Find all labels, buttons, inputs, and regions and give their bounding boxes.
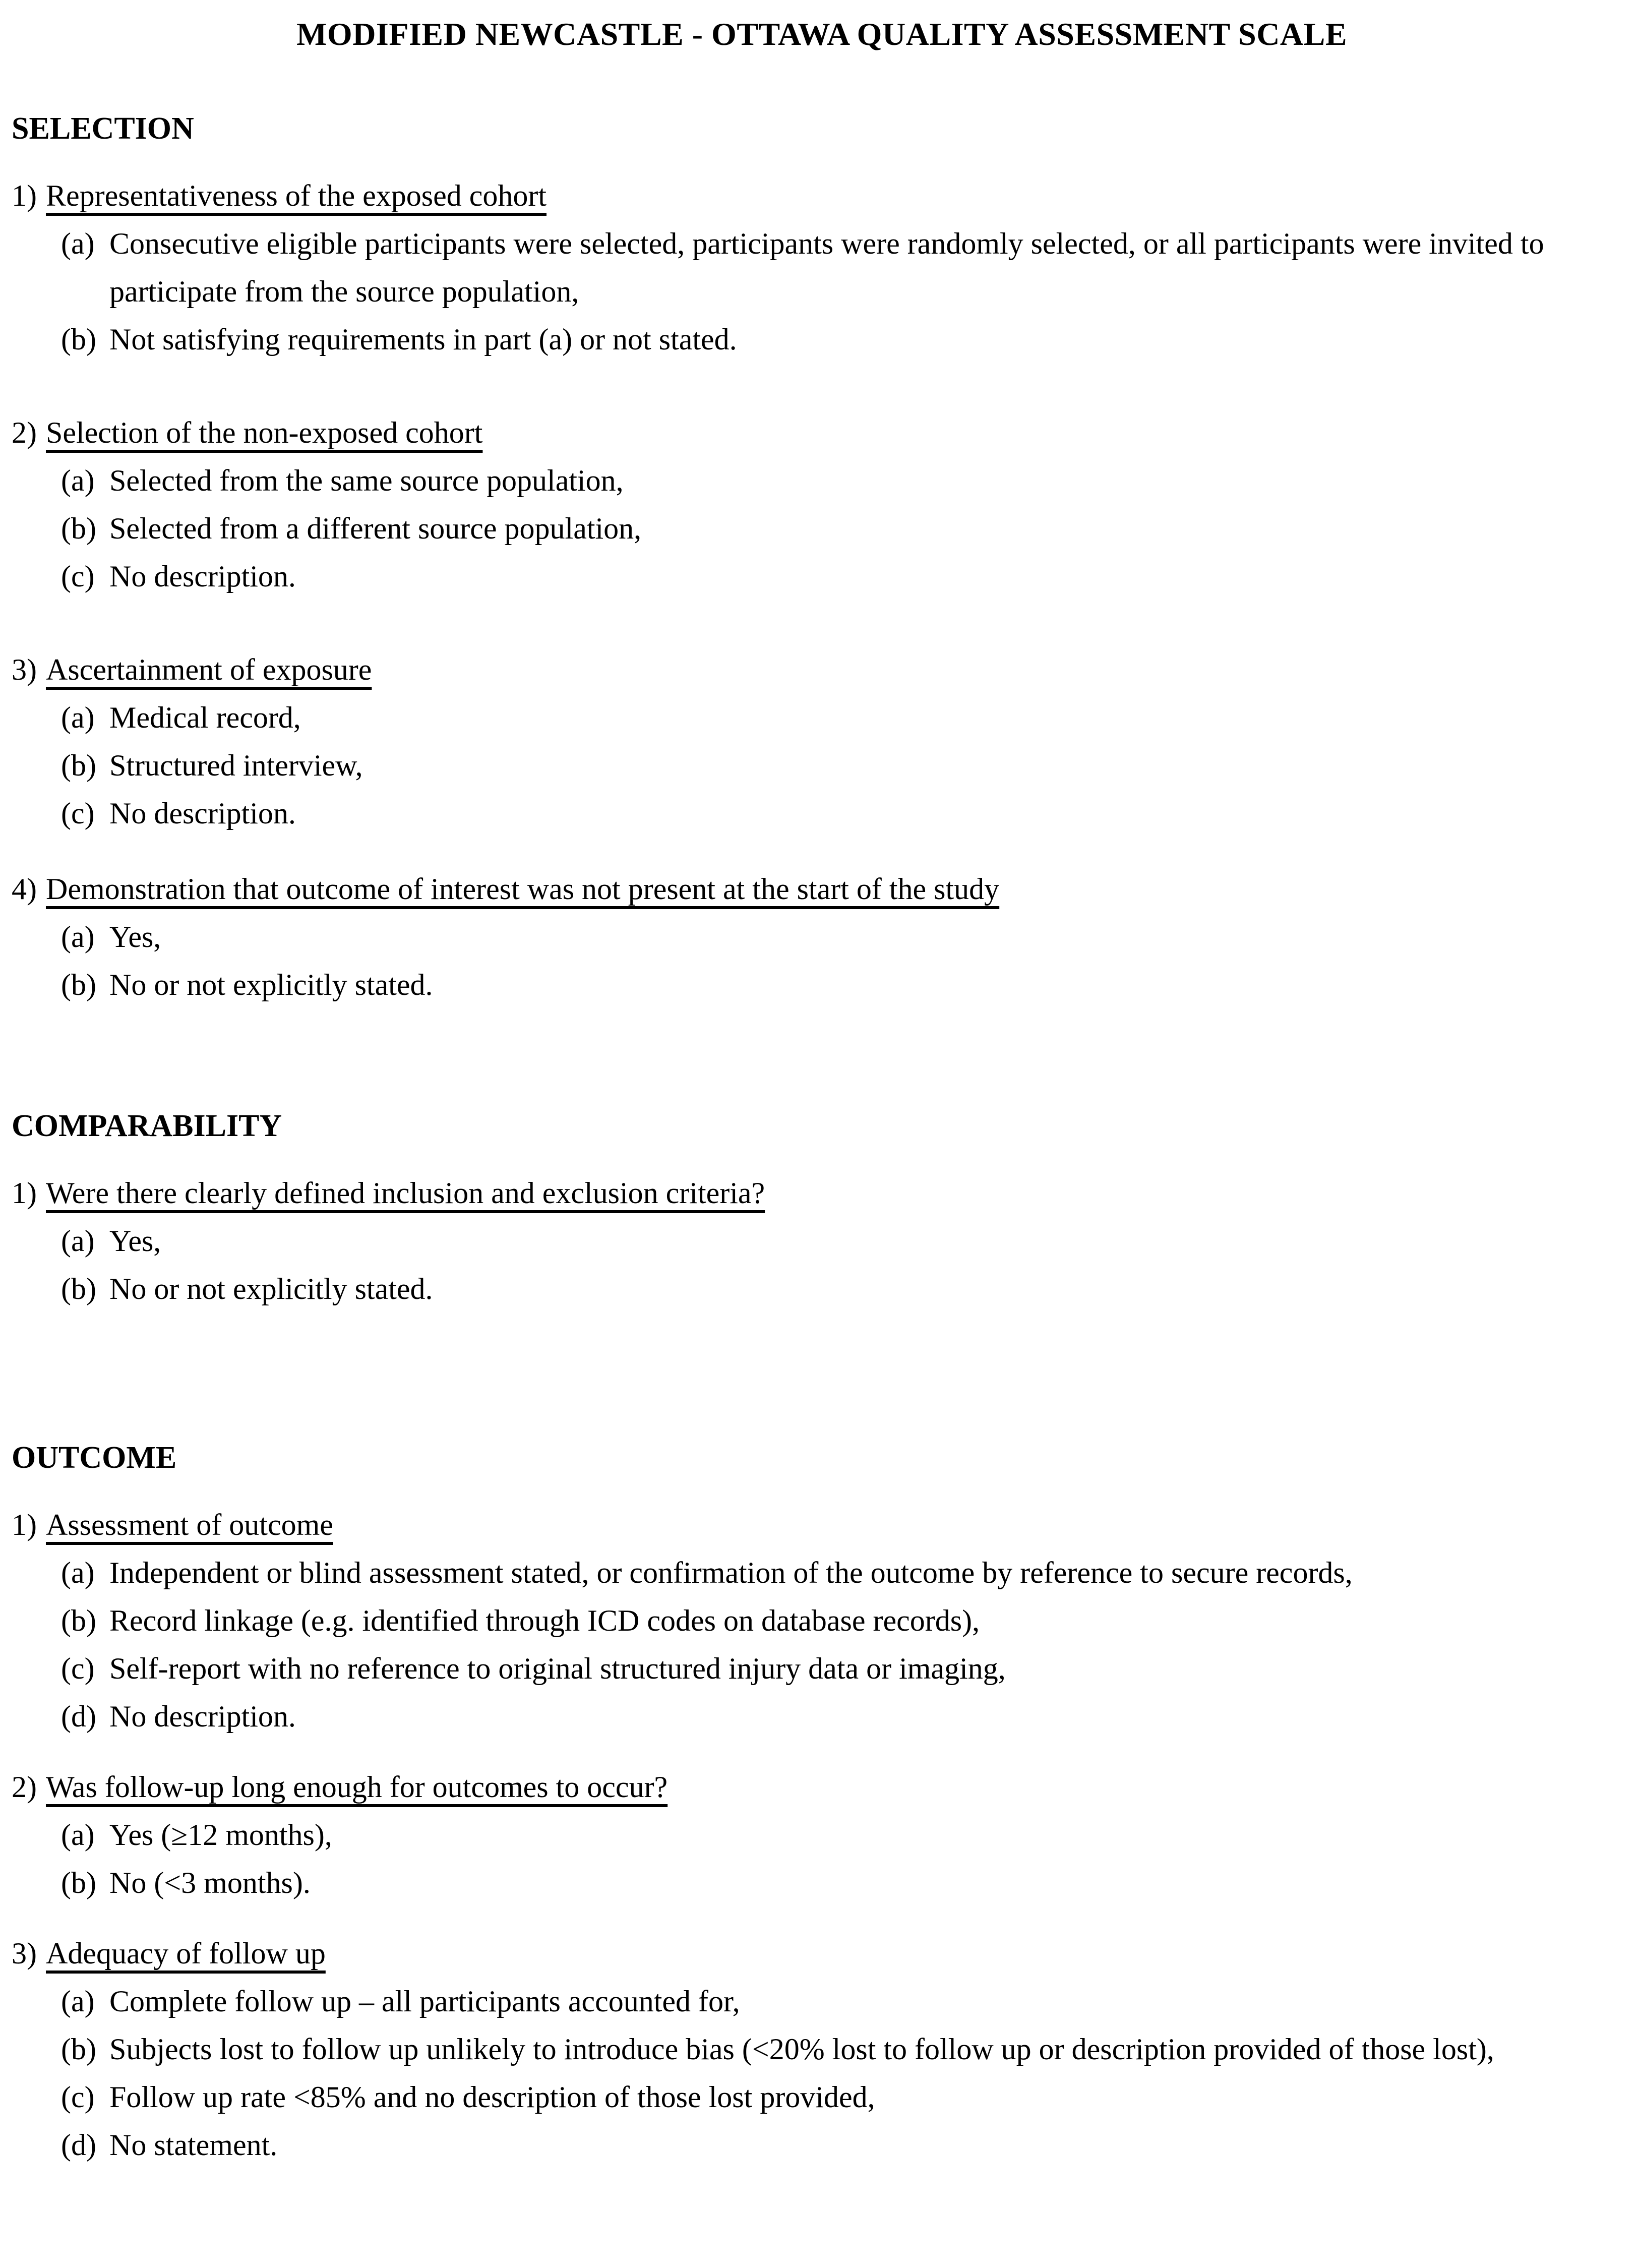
item-number: 1) — [12, 1508, 37, 1541]
item-stem: Demonstration that outcome of interest was not present at the start of the study — [45, 872, 1000, 906]
option-label: (a) — [61, 701, 95, 734]
option-label: (a) — [61, 464, 95, 497]
option — [61, 1265, 1632, 1313]
option-text: No or not explicitly stated. — [109, 1272, 433, 1305]
item — [12, 865, 1632, 1009]
option-label: (a) — [61, 1224, 95, 1258]
item — [12, 646, 1632, 838]
option-label: (b) — [61, 749, 96, 782]
item — [12, 172, 1632, 364]
option — [61, 1859, 1632, 1907]
item-number: 1) — [12, 1176, 37, 1210]
option-text: No description. — [109, 797, 296, 830]
option — [61, 1597, 1632, 1645]
option-text: No (<3 months). — [109, 1866, 311, 1899]
item-head — [12, 1930, 1632, 1978]
option-text: Subjects lost to follow up unlikely to introduce bias (<20% lost to follow up or description provided of those lost), — [109, 2033, 1494, 2066]
option — [61, 1645, 1632, 1693]
section — [12, 1102, 1632, 1313]
option-label: (b) — [61, 512, 96, 545]
sections-root — [12, 105, 1632, 2169]
option — [61, 220, 1632, 316]
option — [61, 1217, 1632, 1265]
item — [12, 1501, 1632, 1741]
option-label: (b) — [61, 1866, 96, 1899]
option-label: (a) — [61, 1556, 95, 1589]
option — [61, 742, 1632, 790]
item-head — [12, 1501, 1632, 1549]
item-head — [12, 1169, 1632, 1217]
option-text: Self-report with no reference to original structured injury data or imaging, — [109, 1652, 1006, 1685]
option — [61, 1811, 1632, 1859]
option-list — [12, 1217, 1632, 1313]
option — [61, 694, 1632, 742]
item — [12, 409, 1632, 601]
option-list — [12, 1978, 1632, 2169]
section — [12, 1434, 1632, 2169]
option — [61, 1549, 1632, 1597]
item-number: 2) — [12, 416, 37, 449]
option-text: Consecutive eligible participants were selected, participants were randomly selected, or all participants were invited to participate from the source population, — [109, 227, 1544, 308]
option-label: (b) — [61, 323, 96, 356]
option-text: Yes (≥12 months), — [109, 1818, 332, 1852]
item-stem: Were there clearly defined inclusion and exclusion criteria? — [45, 1176, 765, 1210]
option-list — [12, 220, 1632, 364]
option-text: Selected from the same source population, — [109, 464, 624, 497]
item-number: 3) — [12, 1937, 37, 1970]
item-stem: Adequacy of follow up — [45, 1937, 326, 1970]
option-list — [12, 694, 1632, 838]
document-title: MODIFIED NEWCASTLE - OTTAWA QUALITY ASSESSMENT SCALE — [296, 16, 1347, 52]
item-number: 3) — [12, 653, 37, 686]
item-head — [12, 646, 1632, 694]
item-number: 4) — [12, 872, 37, 906]
option-text: Complete follow up – all participants accounted for, — [109, 1985, 740, 2018]
option-label: (b) — [61, 1604, 96, 1637]
option — [61, 505, 1632, 553]
section-heading: OUTCOME — [12, 1441, 177, 1475]
option-label: (b) — [61, 1272, 96, 1305]
option-text: Yes, — [109, 1224, 161, 1258]
option-label: (c) — [61, 1652, 95, 1685]
option — [61, 790, 1632, 838]
option-list — [12, 1549, 1632, 1741]
option — [61, 913, 1632, 961]
item-head — [12, 409, 1632, 457]
option-text: Independent or blind assessment stated, or confirmation of the outcome by reference to secure records, — [109, 1556, 1353, 1589]
option — [61, 2121, 1632, 2169]
option-label: (b) — [61, 968, 96, 1001]
item-head — [12, 172, 1632, 220]
option-label: (d) — [61, 1700, 96, 1733]
option-label: (a) — [61, 1818, 95, 1852]
section-heading: SELECTION — [12, 111, 194, 146]
item — [12, 1763, 1632, 1907]
option — [61, 2025, 1632, 2073]
item-stem: Was follow-up long enough for outcomes to occur? — [45, 1770, 668, 1804]
item-number: 1) — [12, 179, 37, 212]
item-stem: Selection of the non-exposed cohort — [45, 416, 483, 449]
option-label: (b) — [61, 2033, 96, 2066]
option-text: No description. — [109, 560, 296, 593]
option-text: Follow up rate <85% and no description of those lost provided, — [109, 2080, 875, 2114]
option-label: (c) — [61, 797, 95, 830]
option-list — [12, 457, 1632, 601]
option-label: (a) — [61, 227, 95, 260]
option — [61, 2073, 1632, 2121]
option-list — [12, 913, 1632, 1009]
option-label: (a) — [61, 920, 95, 953]
option-text: Not satisfying requirements in part (a) or not stated. — [109, 323, 737, 356]
item — [12, 1169, 1632, 1313]
option-text: Structured interview, — [109, 749, 363, 782]
option-text: Medical record, — [109, 701, 301, 734]
item-stem: Assessment of outcome — [45, 1508, 333, 1541]
item — [12, 1930, 1632, 2169]
option-text: No or not explicitly stated. — [109, 968, 433, 1001]
item-head — [12, 865, 1632, 913]
option-text: No description. — [109, 1700, 296, 1733]
option — [61, 457, 1632, 505]
option-text: No statement. — [109, 2128, 278, 2162]
option — [61, 553, 1632, 601]
option — [61, 961, 1632, 1009]
option-label: (a) — [61, 1985, 95, 2018]
item-stem: Representativeness of the exposed cohort — [45, 179, 547, 212]
section-heading: COMPARABILITY — [12, 1109, 282, 1143]
option — [61, 1978, 1632, 2025]
option — [61, 1693, 1632, 1741]
option-text: Yes, — [109, 920, 161, 953]
option-label: (c) — [61, 560, 95, 593]
item-head — [12, 1763, 1632, 1811]
option-list — [12, 1811, 1632, 1907]
option-text: Selected from a different source population, — [109, 512, 642, 545]
option-text: Record linkage (e.g. identified through ICD codes on database records), — [109, 1604, 980, 1637]
section — [12, 105, 1632, 1009]
option — [61, 316, 1632, 364]
item-stem: Ascertainment of exposure — [45, 653, 372, 686]
option-label: (d) — [61, 2128, 96, 2162]
option-label: (c) — [61, 2080, 95, 2114]
item-number: 2) — [12, 1770, 37, 1804]
